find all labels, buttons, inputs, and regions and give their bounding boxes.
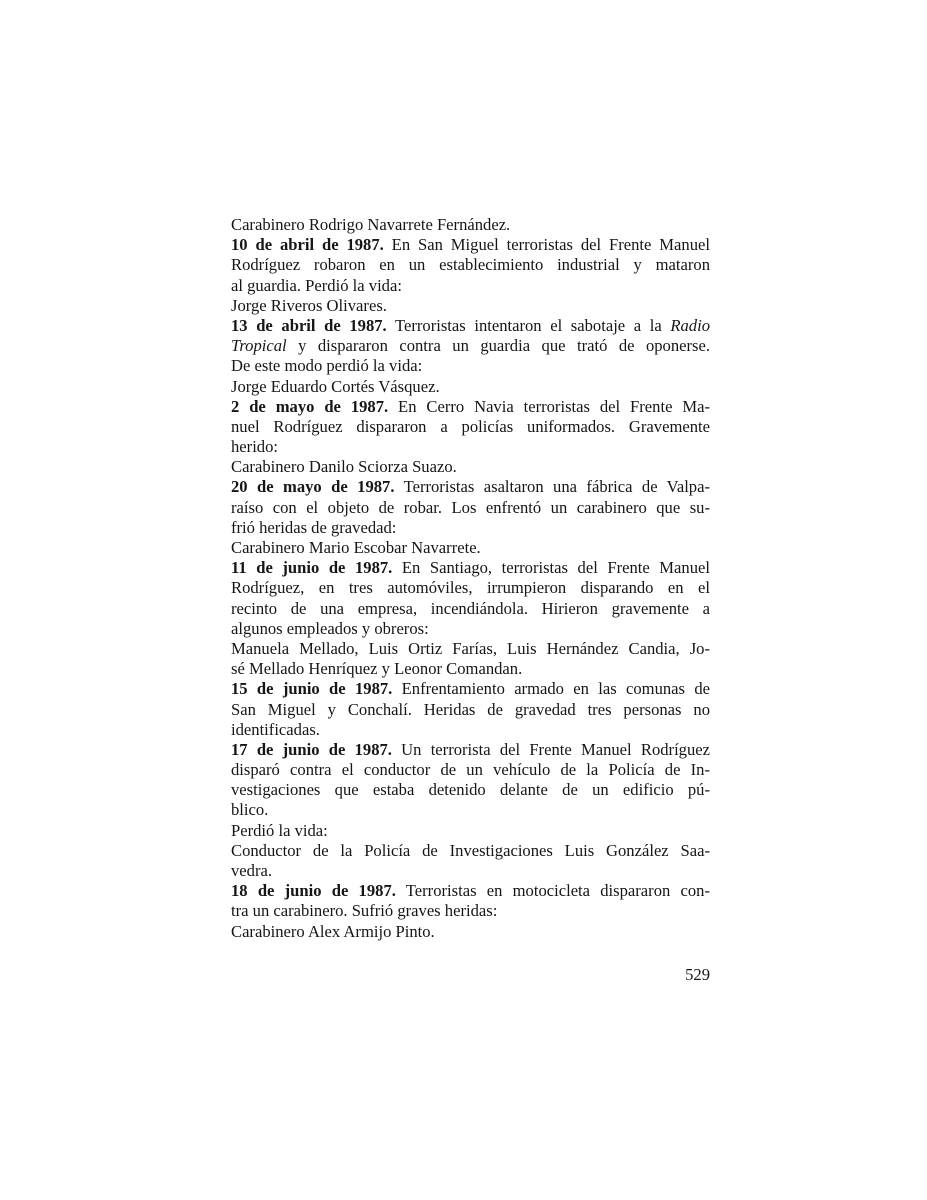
text-line: [231, 841, 710, 861]
text-line: [231, 780, 710, 800]
chronology-entry: [231, 215, 710, 235]
text-line: [231, 599, 710, 619]
text-line: [231, 417, 710, 437]
text-run: identificadas.: [231, 719, 320, 739]
text-line: [231, 518, 710, 538]
text-run: Un terrorista del Frente Manuel Rodríguez: [391, 739, 710, 759]
text-line: [231, 679, 710, 699]
text-line: [231, 477, 710, 497]
chronology-entry: [231, 316, 710, 397]
text-run: Terroristas en motocicleta dispararon con-: [395, 881, 710, 901]
text-line: [231, 881, 710, 901]
text-run: tra un carabinero. Sufrió graves heridas:: [231, 901, 498, 921]
text-line: [231, 316, 710, 336]
chronology-entry: [231, 397, 710, 478]
text-line: [231, 619, 710, 639]
text-line: [231, 397, 710, 417]
text-run: blico.: [231, 800, 269, 820]
text-line: [231, 377, 710, 397]
text-run: En San Miguel terroristas del Frente Manuel: [383, 235, 710, 255]
italic-text: Tropical: [231, 336, 287, 356]
text-line: [231, 255, 710, 275]
text-run: Carabinero Danilo Sciorza Suazo.: [231, 457, 457, 477]
text-run: frió heridas de gravedad:: [231, 517, 397, 537]
entry-date: 20 de mayo de 1987.: [231, 477, 395, 497]
text-run: y dispararon contra un guardia que trató de oponerse.: [286, 336, 710, 356]
text-run: En Cerro Navia terroristas del Frente Ma-: [388, 396, 710, 416]
text-run: Enfrentamiento armado en las comunas de: [392, 679, 710, 699]
text-run: Terroristas asaltaron una fábrica de Valpa-: [394, 477, 710, 497]
entry-date: 13 de abril de 1987.: [231, 315, 387, 335]
text-run: raíso con el objeto de robar. Los enfrentó un carabinero que su-: [231, 497, 710, 517]
chronology-entry: [231, 881, 710, 942]
chronology-entry: [231, 558, 710, 679]
text-line: [231, 276, 710, 296]
text-run: Rodríguez robaron en un establecimiento industrial y mataron: [231, 255, 710, 275]
text-run: Carabinero Alex Armijo Pinto.: [231, 921, 435, 941]
text-line: [231, 457, 710, 477]
text-run: algunos empleados y obreros:: [231, 618, 429, 638]
text-run: Terroristas intentaron el sabotaje a la: [386, 315, 671, 335]
text-line: [231, 578, 710, 598]
entry-date: 15 de junio de 1987.: [231, 679, 393, 699]
text-line: [231, 538, 710, 558]
entry-date: 17 de junio de 1987.: [231, 739, 392, 759]
text-run: al guardia. Perdió la vida:: [231, 275, 402, 295]
text-run: disparó contra el conductor de un vehículo de la Policía de In-: [231, 760, 710, 780]
text-line: [231, 861, 710, 881]
text-line: [231, 336, 710, 356]
text-run: En Santiago, terroristas del Frente Manuel: [392, 558, 710, 578]
text-line: [231, 720, 710, 740]
text-line: [231, 901, 710, 921]
text-run: herido:: [231, 437, 279, 457]
text-run: sé Mellado Henríquez y Leonor Comandan.: [231, 659, 523, 679]
text-line: [231, 800, 710, 820]
text-line: [231, 558, 710, 578]
text-line: [231, 821, 710, 841]
text-run: Rodríguez, en tres automóviles, irrumpieron disparando en el: [231, 578, 710, 598]
text-run: Carabinero Mario Escobar Navarrete.: [231, 538, 481, 557]
entry-date: 11 de junio de 1987.: [231, 558, 393, 578]
text-run: Perdió la vida:: [231, 820, 328, 840]
text-line: [231, 760, 710, 780]
entry-date: 10 de abril de 1987.: [231, 235, 384, 255]
text-run: vestigaciones que estaba detenido delante de un edificio pú-: [231, 780, 710, 800]
entry-date: 18 de junio de 1987.: [231, 881, 396, 901]
text-line: [231, 356, 710, 376]
text-run: Manuela Mellado, Luis Ortiz Farías, Luis Hernández Candia, Jo-: [231, 638, 710, 658]
text-run: vedra.: [231, 861, 272, 880]
chronology-entry: [231, 740, 710, 881]
text-run: Jorge Eduardo Cortés Vásquez.: [231, 376, 440, 396]
text-line: [231, 700, 710, 720]
text-run: Jorge Riveros Olivares.: [231, 295, 387, 315]
text-line: [231, 639, 710, 659]
page-number: 529: [685, 965, 710, 984]
text-line: [231, 659, 710, 679]
text-line: [231, 437, 710, 457]
text-line: [231, 922, 710, 942]
text-run: nuel Rodríguez dispararon a policías uniformados. Gravemente: [231, 416, 710, 436]
text-line: [231, 498, 710, 518]
chronology-entry: [231, 235, 710, 316]
text-run: Conductor de la Policía de Investigaciones Luis González Saa-: [231, 840, 710, 860]
text-line: [231, 235, 710, 255]
body-text: [231, 215, 710, 942]
entry-date: 2 de mayo de 1987.: [231, 396, 389, 416]
chronology-entry: [231, 477, 710, 558]
text-line: [231, 215, 710, 235]
text-line: [231, 296, 710, 316]
text-run: recinto de una empresa, incendiándola. Hirieron gravemente a: [231, 598, 710, 618]
text-run: Carabinero Rodrigo Navarrete Fernández.: [231, 215, 511, 234]
text-run: De este modo perdió la vida:: [231, 356, 423, 376]
text-run: San Miguel y Conchalí. Heridas de gravedad tres personas no: [231, 699, 710, 719]
chronology-entry: [231, 679, 710, 740]
italic-text: Radio: [670, 315, 710, 335]
text-line: [231, 740, 710, 760]
